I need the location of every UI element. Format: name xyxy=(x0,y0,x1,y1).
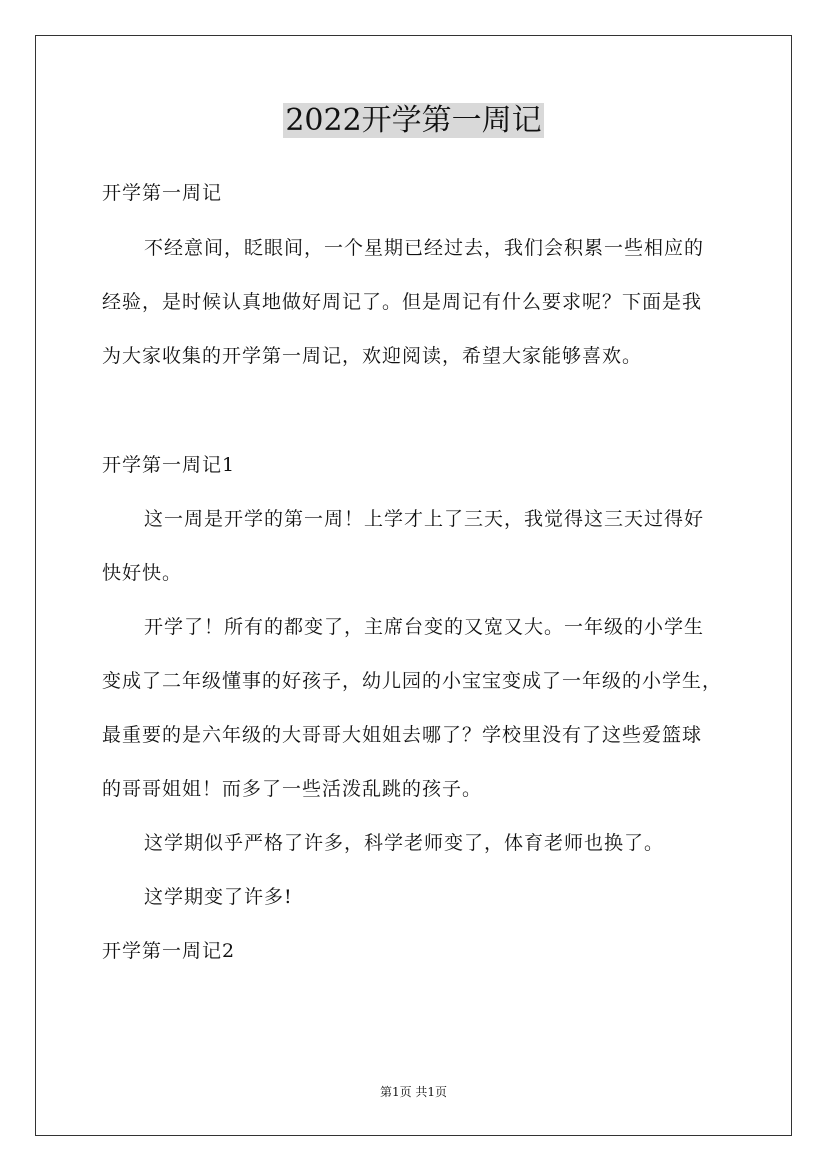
page-footer: 第1页 共1页 xyxy=(379,1085,448,1099)
paragraph-line: 变成了二年级懂事的好孩子，幼儿园的小宝宝变成了一年级的小学生， xyxy=(102,670,723,692)
section-heading-1: 开学第一周记1 xyxy=(102,454,236,476)
intro-heading: 开学第一周记 xyxy=(102,182,223,204)
document-title-text: 2022开学第一周记 xyxy=(285,103,542,138)
document-title xyxy=(0,101,827,141)
intro-line: 为大家收集的开学第一周记，欢迎阅读，希望大家能够喜欢。 xyxy=(102,345,643,367)
paragraph-line: 最重要的是六年级的大哥哥大姐姐去哪了？学校里没有了这些爱篮球 xyxy=(102,724,703,746)
intro-line: 不经意间，眨眼间，一个星期已经过去，我们会积累一些相应的 xyxy=(144,237,705,259)
intro-line: 经验，是时候认真地做好周记了。但是周记有什么要求呢？下面是我 xyxy=(102,291,703,313)
paragraph-line: 这一周是开学的第一周！上学才上了三天，我觉得这三天过得好 xyxy=(144,508,705,530)
paragraph-line: 的哥哥姐姐！而多了一些活泼乱跳的孩子。 xyxy=(102,778,483,800)
paragraph-line: 这学期变了许多! xyxy=(144,886,293,908)
paragraph-line: 开学了！所有的都变了，主席台变的又宽又大。一年级的小学生 xyxy=(144,616,705,638)
paragraph-line: 这学期似乎严格了许多，科学老师变了，体育老师也换了。 xyxy=(144,832,665,854)
paragraph-line: 快好快。 xyxy=(102,562,183,584)
section-heading-2: 开学第一周记2 xyxy=(102,940,236,962)
